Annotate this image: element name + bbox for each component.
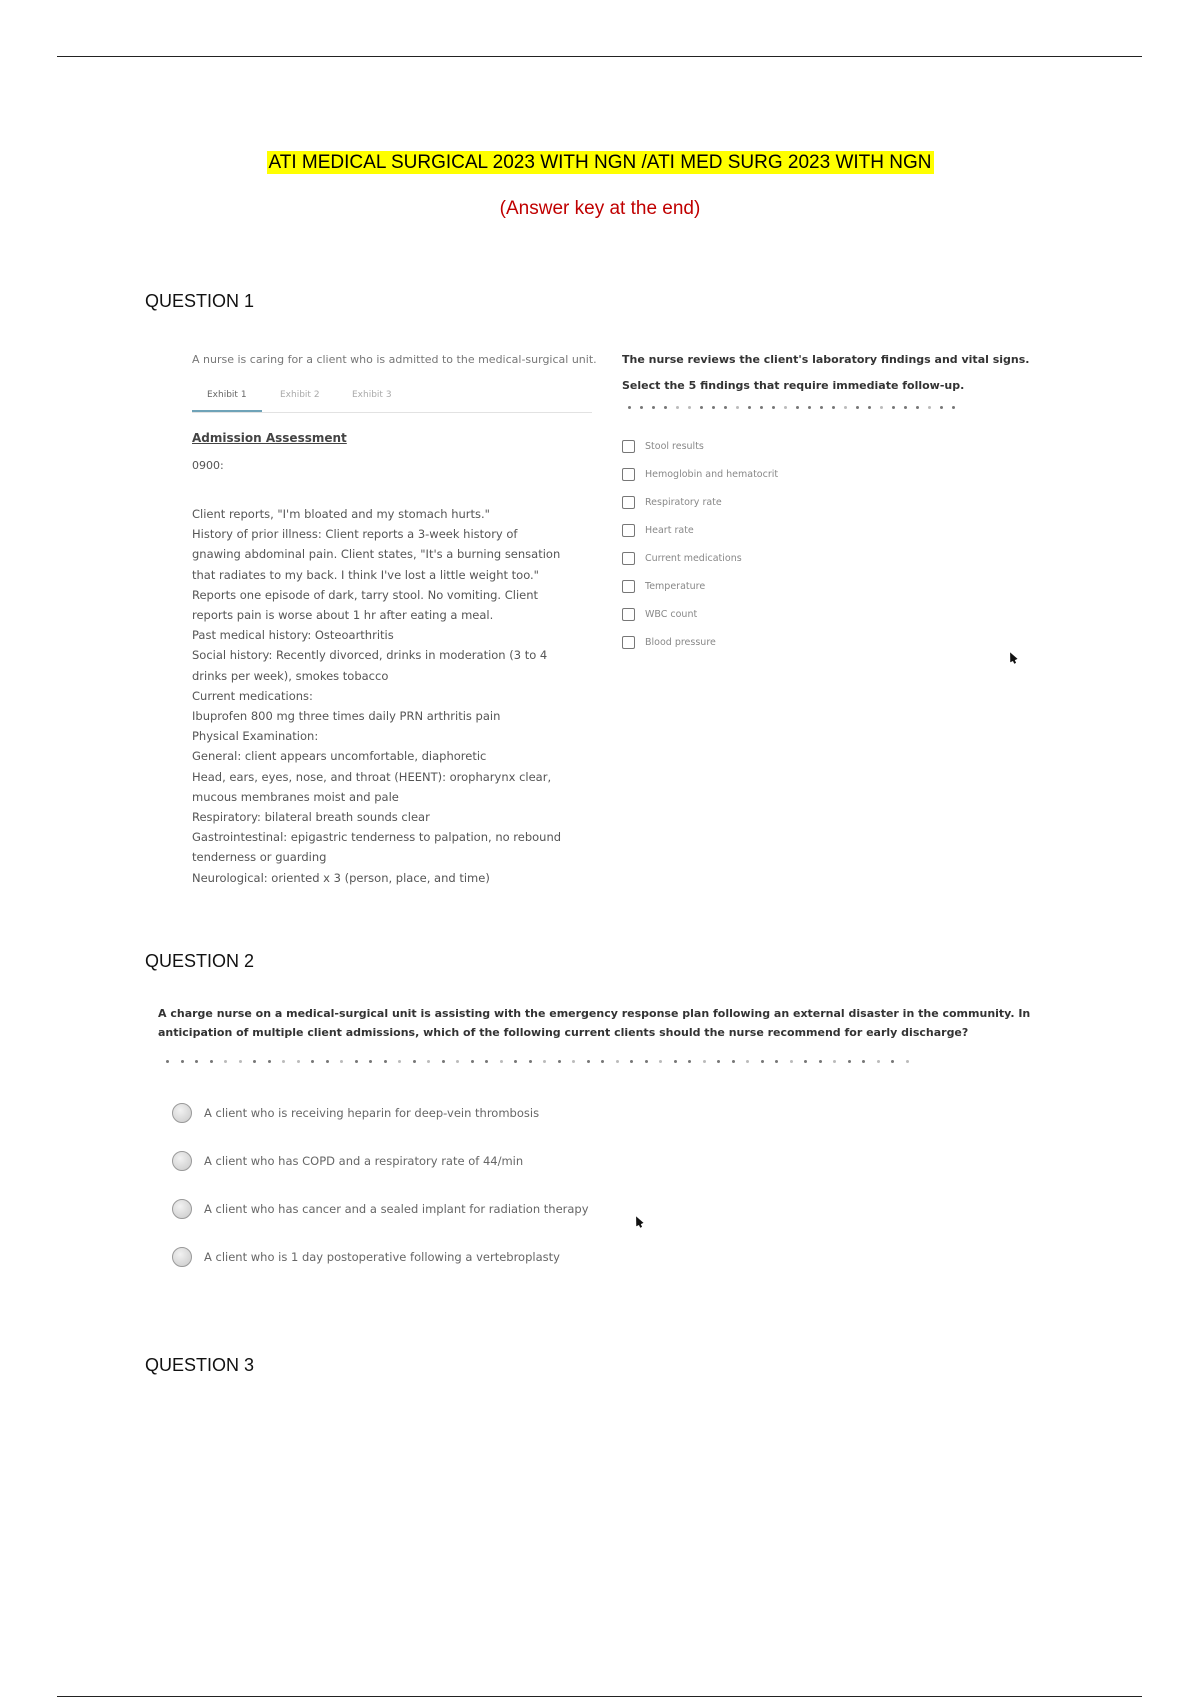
option-label: A client who is 1 day postoperative following a vertebroplasty bbox=[204, 1250, 560, 1264]
assessment-line: Gastrointestinal: epigastric tenderness to palpation, no rebound bbox=[192, 830, 562, 845]
assessment-line: Head, ears, eyes, nose, and throat (HEENT): oropharynx clear, bbox=[192, 769, 552, 784]
question-1-prompt: The nurse reviews the client's laboratory findings and vital signs. bbox=[622, 353, 1030, 366]
checkbox[interactable] bbox=[622, 496, 635, 509]
checkbox[interactable] bbox=[622, 636, 635, 649]
assessment-line: Neurological: oriented x 3 (person, place, and time) bbox=[192, 870, 490, 885]
option-label: Hemoglobin and hematocrit bbox=[645, 468, 779, 480]
tab-exhibit-1[interactable]: Exhibit 1 bbox=[207, 390, 247, 400]
top-rule bbox=[57, 56, 1142, 57]
checkbox[interactable] bbox=[622, 580, 635, 593]
option-label: Heart rate bbox=[645, 524, 694, 536]
assessment-notes bbox=[192, 504, 602, 888]
assessment-line: drinks per week), smokes tobacco bbox=[192, 668, 389, 683]
assessment-line: that radiates to my back. I think I've lost a little weight too." bbox=[192, 567, 539, 582]
option-label: A client who is receiving heparin for deep-vein thrombosis bbox=[204, 1106, 540, 1120]
assessment-line: Ibuprofen 800 mg three times daily PRN arthritis pain bbox=[192, 709, 501, 724]
option-current-medications[interactable] bbox=[622, 544, 1062, 572]
option-heart-rate[interactable] bbox=[622, 516, 1062, 544]
assessment-line: Social history: Recently divorced, drinks in moderation (3 to 4 bbox=[192, 648, 548, 663]
option-label: Blood pressure bbox=[645, 636, 716, 648]
option-wbc-count[interactable] bbox=[622, 600, 1062, 628]
assessment-time: 0900: bbox=[192, 459, 224, 472]
radio-button[interactable] bbox=[172, 1103, 192, 1123]
question-1-panel bbox=[186, 344, 1071, 904]
option-vertebroplasty[interactable] bbox=[158, 1233, 1078, 1281]
option-label: Temperature bbox=[645, 580, 706, 592]
option-label: A client who has COPD and a respiratory rate of 44/min bbox=[204, 1154, 524, 1168]
option-stool-results[interactable] bbox=[622, 432, 1062, 460]
document-title-text: ATI MEDICAL SURGICAL 2023 WITH NGN /ATI MED SURG 2023 WITH NGN bbox=[268, 152, 932, 173]
option-label: Current medications bbox=[645, 552, 742, 564]
option-sealed-implant[interactable] bbox=[158, 1185, 1078, 1233]
radio-button[interactable] bbox=[172, 1199, 192, 1219]
option-hemoglobin-hematocrit[interactable] bbox=[622, 460, 1062, 488]
question-2-prompt-line: A charge nurse on a medical-surgical unit is assisting with the emergency response plan following an external disaster in the community. In bbox=[158, 1007, 1031, 1020]
assessment-line: Respiratory: bilateral breath sounds clear bbox=[192, 810, 430, 825]
document-subtitle: (Answer key at the end) bbox=[499, 198, 701, 219]
assessment-line: History of prior illness: Client reports a 3-week history of bbox=[192, 527, 518, 542]
assessment-line: Client reports, "I'm bloated and my stomach hurts." bbox=[192, 507, 490, 521]
option-label: A client who has cancer and a sealed implant for radiation therapy bbox=[204, 1202, 589, 1216]
checkbox[interactable] bbox=[622, 524, 635, 537]
question-1-answer-pane bbox=[622, 344, 1062, 656]
question-2-prompt-line: anticipation of multiple client admissions, which of the following current clients should the nurse recommend for early discharge? bbox=[158, 1026, 969, 1039]
discharge-options-list bbox=[158, 1089, 1078, 1281]
option-label: Stool results bbox=[645, 440, 704, 452]
option-label: Respiratory rate bbox=[645, 496, 722, 508]
question-3-heading: QUESTION 3 bbox=[145, 1355, 255, 1375]
option-temperature[interactable] bbox=[622, 572, 1062, 600]
exhibit-tabs bbox=[192, 382, 592, 413]
dotted-divider bbox=[158, 1060, 1078, 1063]
document-title bbox=[0, 151, 1200, 175]
dotted-divider bbox=[622, 406, 1062, 412]
question-1-intro: A nurse is caring for a client who is admitted to the medical-surgical unit. bbox=[192, 353, 597, 366]
tab-exhibit-2[interactable]: Exhibit 2 bbox=[280, 390, 320, 400]
assessment-line: Current medications: bbox=[192, 688, 313, 703]
assessment-line: General: client appears uncomfortable, diaphoretic bbox=[192, 749, 487, 764]
question-1-instruction: Select the 5 findings that require immediate follow-up. bbox=[622, 379, 965, 392]
option-label: WBC count bbox=[645, 608, 698, 620]
question-2-heading: QUESTION 2 bbox=[145, 951, 255, 971]
assessment-line: Reports one episode of dark, tarry stool. No vomiting. Client bbox=[192, 587, 539, 602]
question-2-panel bbox=[158, 1004, 1078, 1281]
assessment-line: Physical Examination: bbox=[192, 729, 319, 744]
option-heparin-dvt[interactable] bbox=[158, 1089, 1078, 1137]
findings-checkbox-list bbox=[622, 432, 1062, 656]
bottom-rule bbox=[57, 1696, 1142, 1697]
radio-button[interactable] bbox=[172, 1151, 192, 1171]
admission-assessment-heading: Admission Assessment bbox=[192, 431, 347, 445]
option-blood-pressure[interactable] bbox=[622, 628, 1062, 656]
option-copd[interactable] bbox=[158, 1137, 1078, 1185]
tab-exhibit-3[interactable]: Exhibit 3 bbox=[352, 390, 392, 400]
question-2-prompt bbox=[158, 1004, 1058, 1042]
checkbox[interactable] bbox=[622, 552, 635, 565]
checkbox[interactable] bbox=[622, 440, 635, 453]
assessment-line: Past medical history: Osteoarthritis bbox=[192, 628, 394, 643]
radio-button[interactable] bbox=[172, 1247, 192, 1267]
assessment-line: reports pain is worse about 1 hr after eating a meal. bbox=[192, 608, 494, 623]
assessment-line: mucous membranes moist and pale bbox=[192, 789, 399, 804]
question-1-heading: QUESTION 1 bbox=[145, 291, 255, 311]
question-1-exhibit-pane bbox=[192, 344, 602, 888]
assessment-line: gnawing abdominal pain. Client states, "It's a burning sensation bbox=[192, 547, 561, 562]
option-respiratory-rate[interactable] bbox=[622, 488, 1062, 516]
checkbox[interactable] bbox=[622, 608, 635, 621]
checkbox[interactable] bbox=[622, 468, 635, 481]
assessment-line: tenderness or guarding bbox=[192, 850, 327, 865]
